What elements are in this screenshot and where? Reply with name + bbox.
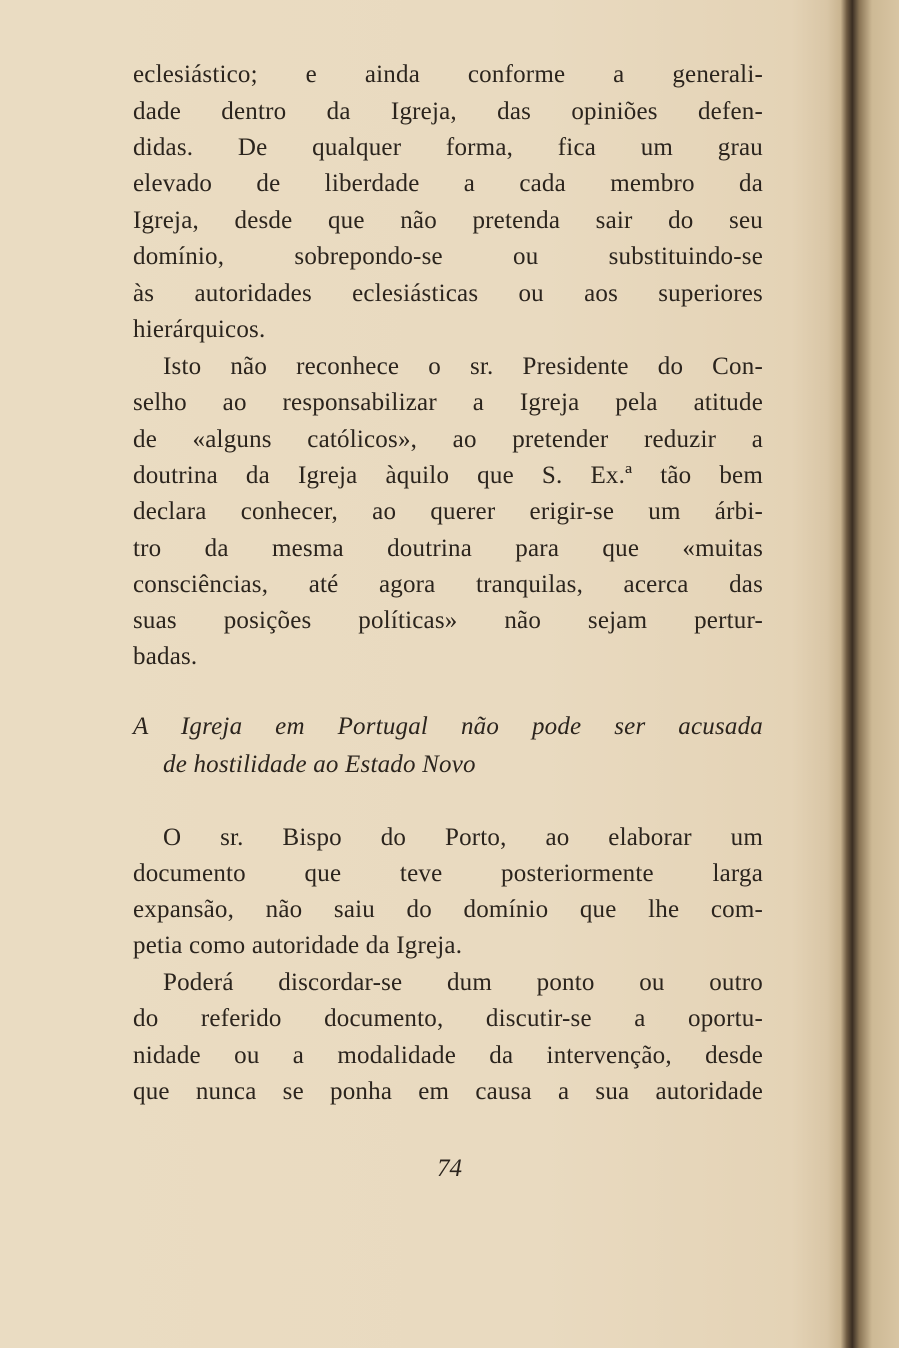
- text-line: do referido documento, discutir-se a oportu-: [133, 1005, 763, 1032]
- text-line: hierárquicos.: [133, 316, 266, 343]
- text-line: tro da mesma doutrina para que «muitas: [133, 535, 763, 562]
- text-line: eclesiástico; e ainda conforme a generali-: [133, 61, 763, 88]
- text-line: que nunca se ponha em causa a sua autoridade: [133, 1078, 763, 1105]
- text-line: elevado de liberdade a cada membro da: [133, 170, 763, 197]
- text-line: expansão, não saiu do domínio que lhe com-: [133, 896, 763, 923]
- text-line: documento que teve posteriormente larga: [133, 860, 763, 887]
- text-line: Poderá discordar-se dum ponto ou outro: [163, 969, 763, 996]
- text-line: declara conhecer, ao querer erigir-se um árbi-: [133, 498, 763, 525]
- text-line: selho ao responsabilizar a Igreja pela atitude: [133, 389, 763, 416]
- text-line: Igreja, desde que não pretenda sair do seu: [133, 207, 763, 234]
- text-line: doutrina da Igreja àquilo que S. Ex.ª tão bem: [133, 462, 763, 489]
- text-line: badas.: [133, 643, 198, 670]
- text-line: didas. De qualquer forma, fica um grau: [133, 134, 763, 161]
- text-line: O sr. Bispo do Porto, ao elaborar um: [163, 824, 763, 851]
- text-line: de «alguns católicos», ao pretender reduzir a: [133, 426, 763, 453]
- text-line: suas posições políticas» não sejam pertur-: [133, 607, 763, 634]
- text-line: consciências, até agora tranquilas, acerca das: [133, 571, 763, 598]
- text-line: às autoridades eclesiásticas ou aos superiores: [133, 280, 763, 307]
- text-line: petia como autoridade da Igreja.: [133, 932, 463, 959]
- text-line: domínio, sobrepondo-se ou substituindo-se: [133, 243, 763, 270]
- text-line: Isto não reconhece o sr. Presidente do Con-: [163, 353, 763, 380]
- text-line: nidade ou a modalidade da intervenção, desde: [133, 1042, 763, 1069]
- section-heading-line: A Igreja em Portugal não pode ser acusada: [133, 713, 763, 740]
- text-line: dade dentro da Igreja, das opiniões defen-: [133, 98, 763, 125]
- page-number: 74: [437, 1155, 462, 1182]
- section-heading-line: de hostilidade ao Estado Novo: [163, 751, 476, 778]
